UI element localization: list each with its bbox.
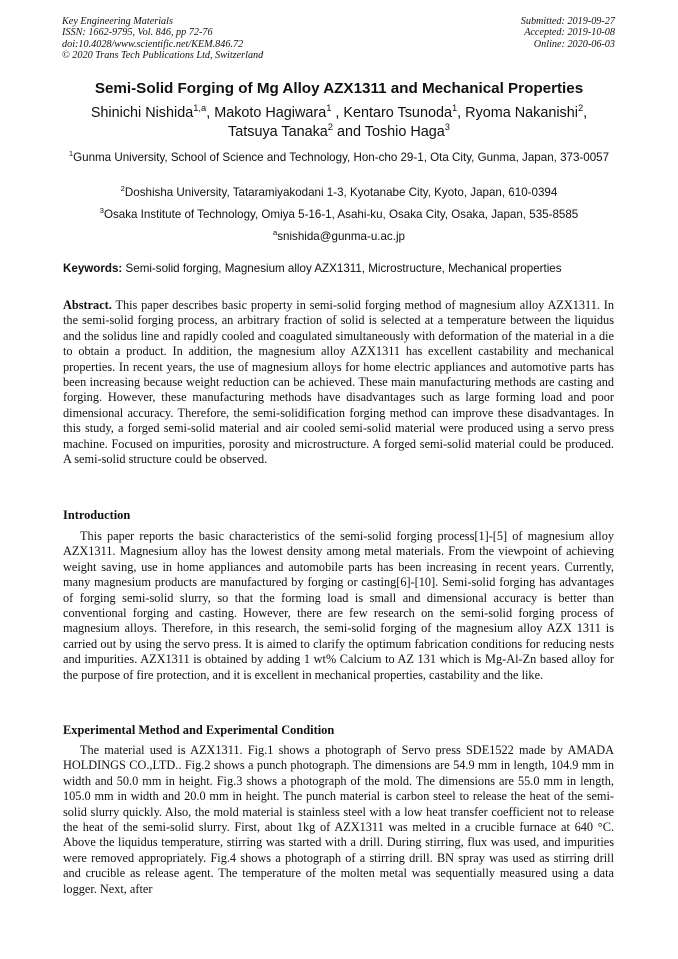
author: Shinichi Nishida$^{1,a}$, <box>90 103 215 121</box>
experimental-heading: Experimental Method and Experimental Condition <box>63 723 335 737</box>
experimental-body <box>63 743 614 897</box>
author: Makoto Hagiwara$^1$ , <box>214 103 344 121</box>
introduction-body <box>63 529 614 683</box>
copyright-line: © 2020 Trans Tech Publications Ltd, Switzerland <box>62 49 264 61</box>
journal-header <box>62 16 263 61</box>
issn-line: ISSN: 1662-9795, Vol. 846, pp 72-76 <box>62 27 213 39</box>
author: Toshio Haga$^3$ <box>364 121 450 140</box>
doi-line: doi:10.4028/www.scientific.net/KEM.846.72 <box>62 38 244 50</box>
accepted-date: Accepted: 2019-10-08 <box>524 27 615 39</box>
keywords <box>63 262 623 275</box>
affiliation-1: $^1$Gunma University, School of Science and Technology, Hon-cho 29-1, Ota City, Gunma, Japan, 373-0057 <box>68 149 610 164</box>
author-list <box>40 104 638 141</box>
abstract <box>63 298 614 467</box>
keywords-text: Semi-solid forging, Magnesium alloy AZX1311, Microstructure, Mechanical properties <box>125 262 562 275</box>
abstract-label: Abstract. <box>63 298 112 312</box>
affiliation-2: $^2$Doshisha University, Tataramiyakodani 1-3, Kyotanabe City, Kyoto, Japan, 610-0394 <box>120 184 558 199</box>
affiliation-3: $^3$Osaka Institute of Technology, Omiya 5-16-1, Asahi-ku, Osaka City, Osaka, Japan, 535-8585 <box>99 206 579 221</box>
introduction-text: This paper reports the basic characteristics of the semi-solid forging process[1]-[5] of magnesium alloy AZX1311. Magnesium alloy has the lowest density among metal materials. From the viewpoint of achieving weight saving, use in home appliances and automobile parts has been increasing in recent years. Currently, many magnesium products are manufactured by forging or casting[6]-[10]. Semi-solid forging has advantages of forging semi-solid slurry, so that the forming load is small and dimensional accuracy is better than conventional forging and casting. However, there are few research on the semi-solid forging process of magnesium alloys. Therefore, in this research, the semi-solid forging of the magnesium alloy AZX 1311 is carried out by using the servo press. It is aimed to clarify the optimum fabrication conditions for reducing nests and impurities. AZX1311 is obtained by adding 1 wt% Calcium to AZ 131 which is Mg-Al-Zn based alloy for the purpose of fire protection, and it is excellent in mechanical properties, castability and the like. <box>63 529 614 682</box>
paper-title: Semi-Solid Forging of Mg Alloy AZX1311 and Mechanical Properties <box>94 80 584 97</box>
journal-name: Key Engineering Materials <box>62 16 173 27</box>
introduction-heading: Introduction <box>63 508 131 522</box>
submitted-date: Submitted: 2019-09-27 <box>520 16 615 27</box>
dates-header <box>521 16 615 50</box>
experimental-text: The material used is AZX1311. Fig.1 shows a photograph of Servo press SDE1522 made by AMADA HOLDINGS CO.,LTD.. Fig.2 shows a punch photograph. The dimensions are 54.9 mm in length, 104.9 mm in width and 50.0 mm in height. Fig.3 shows a photograph of the mold. The dimensions are 55.0 mm in length, 105.0 mm in width and 20.0 mm in height. The punch material is carbon steel to release the heat of the semi-solid slurry quickly. Also, the mold material is stainless steel with a low heat transfer coefficient not to release the heat of the semi-solid slurry. First, about 1kg of AZX1311 was melted in a crucible furnace at 640 °C. Above the liquidus temperature, stirring was started with a drill. During stirring, flux was used, and impurities were removed appropriately. Fig.4 shows a photograph of a stirring drill. BN spray was used as stirring drill and crucible as release agent. The temperature of the molten metal was sequentially measured using a data logger. Next, after <box>63 743 614 896</box>
author-email: $^a$snishida@gunma-u.ac.jp <box>273 228 405 243</box>
keywords-label: Keywords: <box>63 262 123 275</box>
online-date: Online: 2020-06-03 <box>533 38 615 50</box>
author: Tatsuya Tanaka$^2$ and <box>228 121 365 140</box>
author: Ryoma Nakanishi$^2$, <box>465 103 588 121</box>
abstract-text: This paper describes basic property in semi-solid forging method of magnesium alloy AZX1311. In the semi-solid forging process, an arbitrary fraction of solid is selected at a temperature between the liquidus and the solidus line and rapidly cooled and coagulated simultaneously with deformation of the material in a die to obtain a product. In addition, the magnesium alloy AZX1311 has excellent castability and mechanical properties. In recent years, the use of magnesium alloys for home electric appliances and automotive parts has been increasing because weight reduction can be achieved. These main manufacturing methods are casting and forging. However, these manufacturing methods have disadvantages such as large forming load and poor dimensional accuracy. Therefore, the semi-solidification forging method can improve these disadvantages. In this study, a forged semi-solid material and air cooled semi-solid material were produced using a servo press machine. Focused on impurities, porosity and microstructure. A forged semi-solid material could be produced. A semi-solid structure could be observed. <box>63 298 614 467</box>
author: Kentaro Tsunoda$^1$, <box>343 103 466 121</box>
